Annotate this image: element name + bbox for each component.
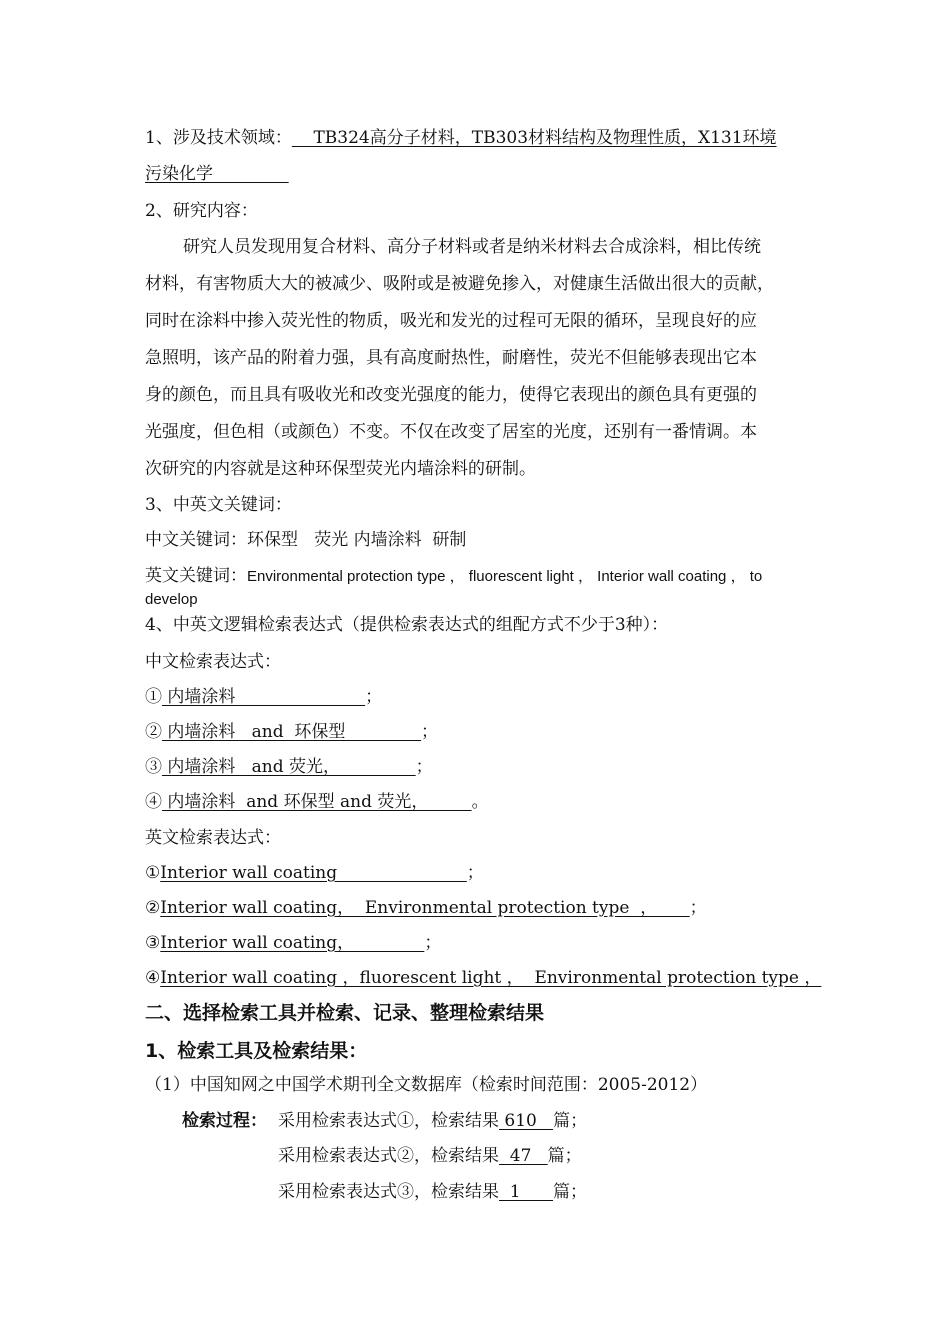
- cn-expression-item: [145, 756, 433, 778]
- en-expression-text: Interior wall coating ，fluorescent light ， Environmental protection type ，: [160, 968, 822, 988]
- en-expression-number: ②: [145, 898, 161, 918]
- technical-field-line-2: [145, 163, 289, 185]
- cn-expression-text: 内墙涂料 and 荧光，: [162, 757, 416, 777]
- result-prefix: 采用检索表达式③，检索结果: [278, 1182, 499, 1202]
- en-expression-number: ③: [145, 933, 161, 953]
- cn-expression-number: ①: [145, 687, 162, 707]
- cn-keywords-line: [145, 529, 466, 551]
- en-keywords-label: 英文关键词：: [145, 566, 247, 586]
- cn-expression-end: ；: [365, 687, 383, 707]
- en-keywords-line: [145, 565, 762, 588]
- keywords-label: 3、中英文关键词：: [145, 495, 292, 515]
- search-result-item: [278, 1181, 587, 1203]
- en-expression-item: [145, 932, 441, 954]
- en-keywords-line-2: develop: [145, 591, 198, 608]
- result-count: 1: [499, 1182, 554, 1202]
- en-expression-text: Interior wall coating，: [160, 933, 425, 953]
- cn-keywords-value: 环保型 荧光 内墙涂料 研制: [247, 530, 467, 550]
- search-result-item: [182, 1110, 587, 1132]
- technical-field-value-2: 污染化学: [145, 164, 213, 184]
- cn-expression-end: ；: [421, 722, 439, 742]
- technical-field-value: TB324高分子材料，TB303材料结构及物理性质，X131环境: [313, 128, 777, 148]
- cn-expression-item: [145, 686, 382, 708]
- en-expression-text: Interior wall coating， Environmental protection type ，: [160, 898, 690, 918]
- result-count: 47: [499, 1146, 548, 1166]
- cn-expression-text: 内墙涂料 and 环保型: [162, 722, 422, 742]
- technical-field-line: [145, 127, 777, 149]
- result-suffix: 篇；: [553, 1111, 588, 1131]
- database-line: （1）中国知网之中国学术期刊全文数据库（检索时间范围：2005-2012）: [145, 1075, 708, 1095]
- research-paragraph-line: 光强度，但色相（或颜色）不变。不仅在改变了居室的光度，还别有一番情调。本: [145, 422, 757, 442]
- research-paragraph-line: 身的颜色，而且具有吸收光和改变光强度的能力，使得它表现出的颜色具有更强的: [145, 385, 757, 405]
- en-expression-label: 英文检索表达式：: [145, 828, 281, 848]
- process-label: 检索过程：: [182, 1111, 267, 1131]
- cn-expression-text: 内墙涂料: [162, 687, 366, 707]
- research-paragraph-line: 急照明，该产品的附着力强，具有高度耐热性，耐磨性，荧光不但能够表现出它本: [145, 348, 757, 368]
- en-expression-end: ；: [424, 933, 442, 953]
- research-paragraph-line: 次研究的内容就是这种环保型荧光内墙涂料的研制。: [145, 459, 536, 479]
- en-expression-end: ；: [466, 863, 484, 883]
- en-keywords-value: Environmental protection type ， fluorescent light ， Interior wall coating ， to: [247, 568, 763, 585]
- result-prefix: 采用检索表达式②，检索结果: [278, 1146, 499, 1166]
- result-count: 610: [499, 1111, 554, 1131]
- en-expression-number: ④: [145, 968, 161, 988]
- search-result-item: [278, 1145, 582, 1167]
- search-expression-label: 4、中英文逻辑检索表达式（提供检索表达式的组配方式不少于3种）：: [145, 615, 669, 635]
- research-content-label: 2、研究内容：: [145, 201, 258, 221]
- en-expression-end: ；: [689, 898, 707, 918]
- cn-expression-text: 内墙涂料 and 环保型 and 荧光，: [162, 792, 472, 812]
- result-prefix: 采用检索表达式①，检索结果: [278, 1111, 499, 1131]
- en-expression-number: ①: [145, 863, 161, 883]
- cn-expression-item: [145, 791, 489, 813]
- technical-field-label: 1、涉及技术领域：: [145, 128, 292, 148]
- cn-keywords-label: 中文关键词：: [145, 530, 247, 550]
- result-suffix: 篇；: [553, 1182, 588, 1202]
- en-expression-text: Interior wall coating: [160, 863, 467, 883]
- cn-expression-end: 。: [471, 792, 489, 812]
- cn-expression-number: ③: [145, 757, 162, 777]
- section-subheading: 1、检索工具及检索结果：: [145, 1040, 368, 1062]
- section-heading: 二、选择检索工具并检索、记录、整理检索结果: [145, 1002, 545, 1024]
- cn-expression-item: [145, 721, 438, 743]
- cn-expression-end: ；: [415, 757, 433, 777]
- research-paragraph-line: 材料，有害物质大大的被减少、吸附或是被避免掺入，对健康生活做出很大的贡献，: [145, 274, 774, 294]
- cn-expression-number: ②: [145, 722, 162, 742]
- en-expression-item: [145, 967, 821, 989]
- result-suffix: 篇；: [547, 1146, 582, 1166]
- research-paragraph-line: 研究人员发现用复合材料、高分子材料或者是纳米材料去合成涂料，相比传统: [183, 237, 761, 257]
- research-paragraph-line: 同时在涂料中掺入荧光性的物质，吸光和发光的过程可无限的循环，呈现良好的应: [145, 311, 757, 331]
- cn-expression-label: 中文检索表达式：: [145, 652, 281, 672]
- cn-expression-number: ④: [145, 792, 162, 812]
- en-expression-item: [145, 862, 484, 884]
- en-expression-item: [145, 897, 707, 919]
